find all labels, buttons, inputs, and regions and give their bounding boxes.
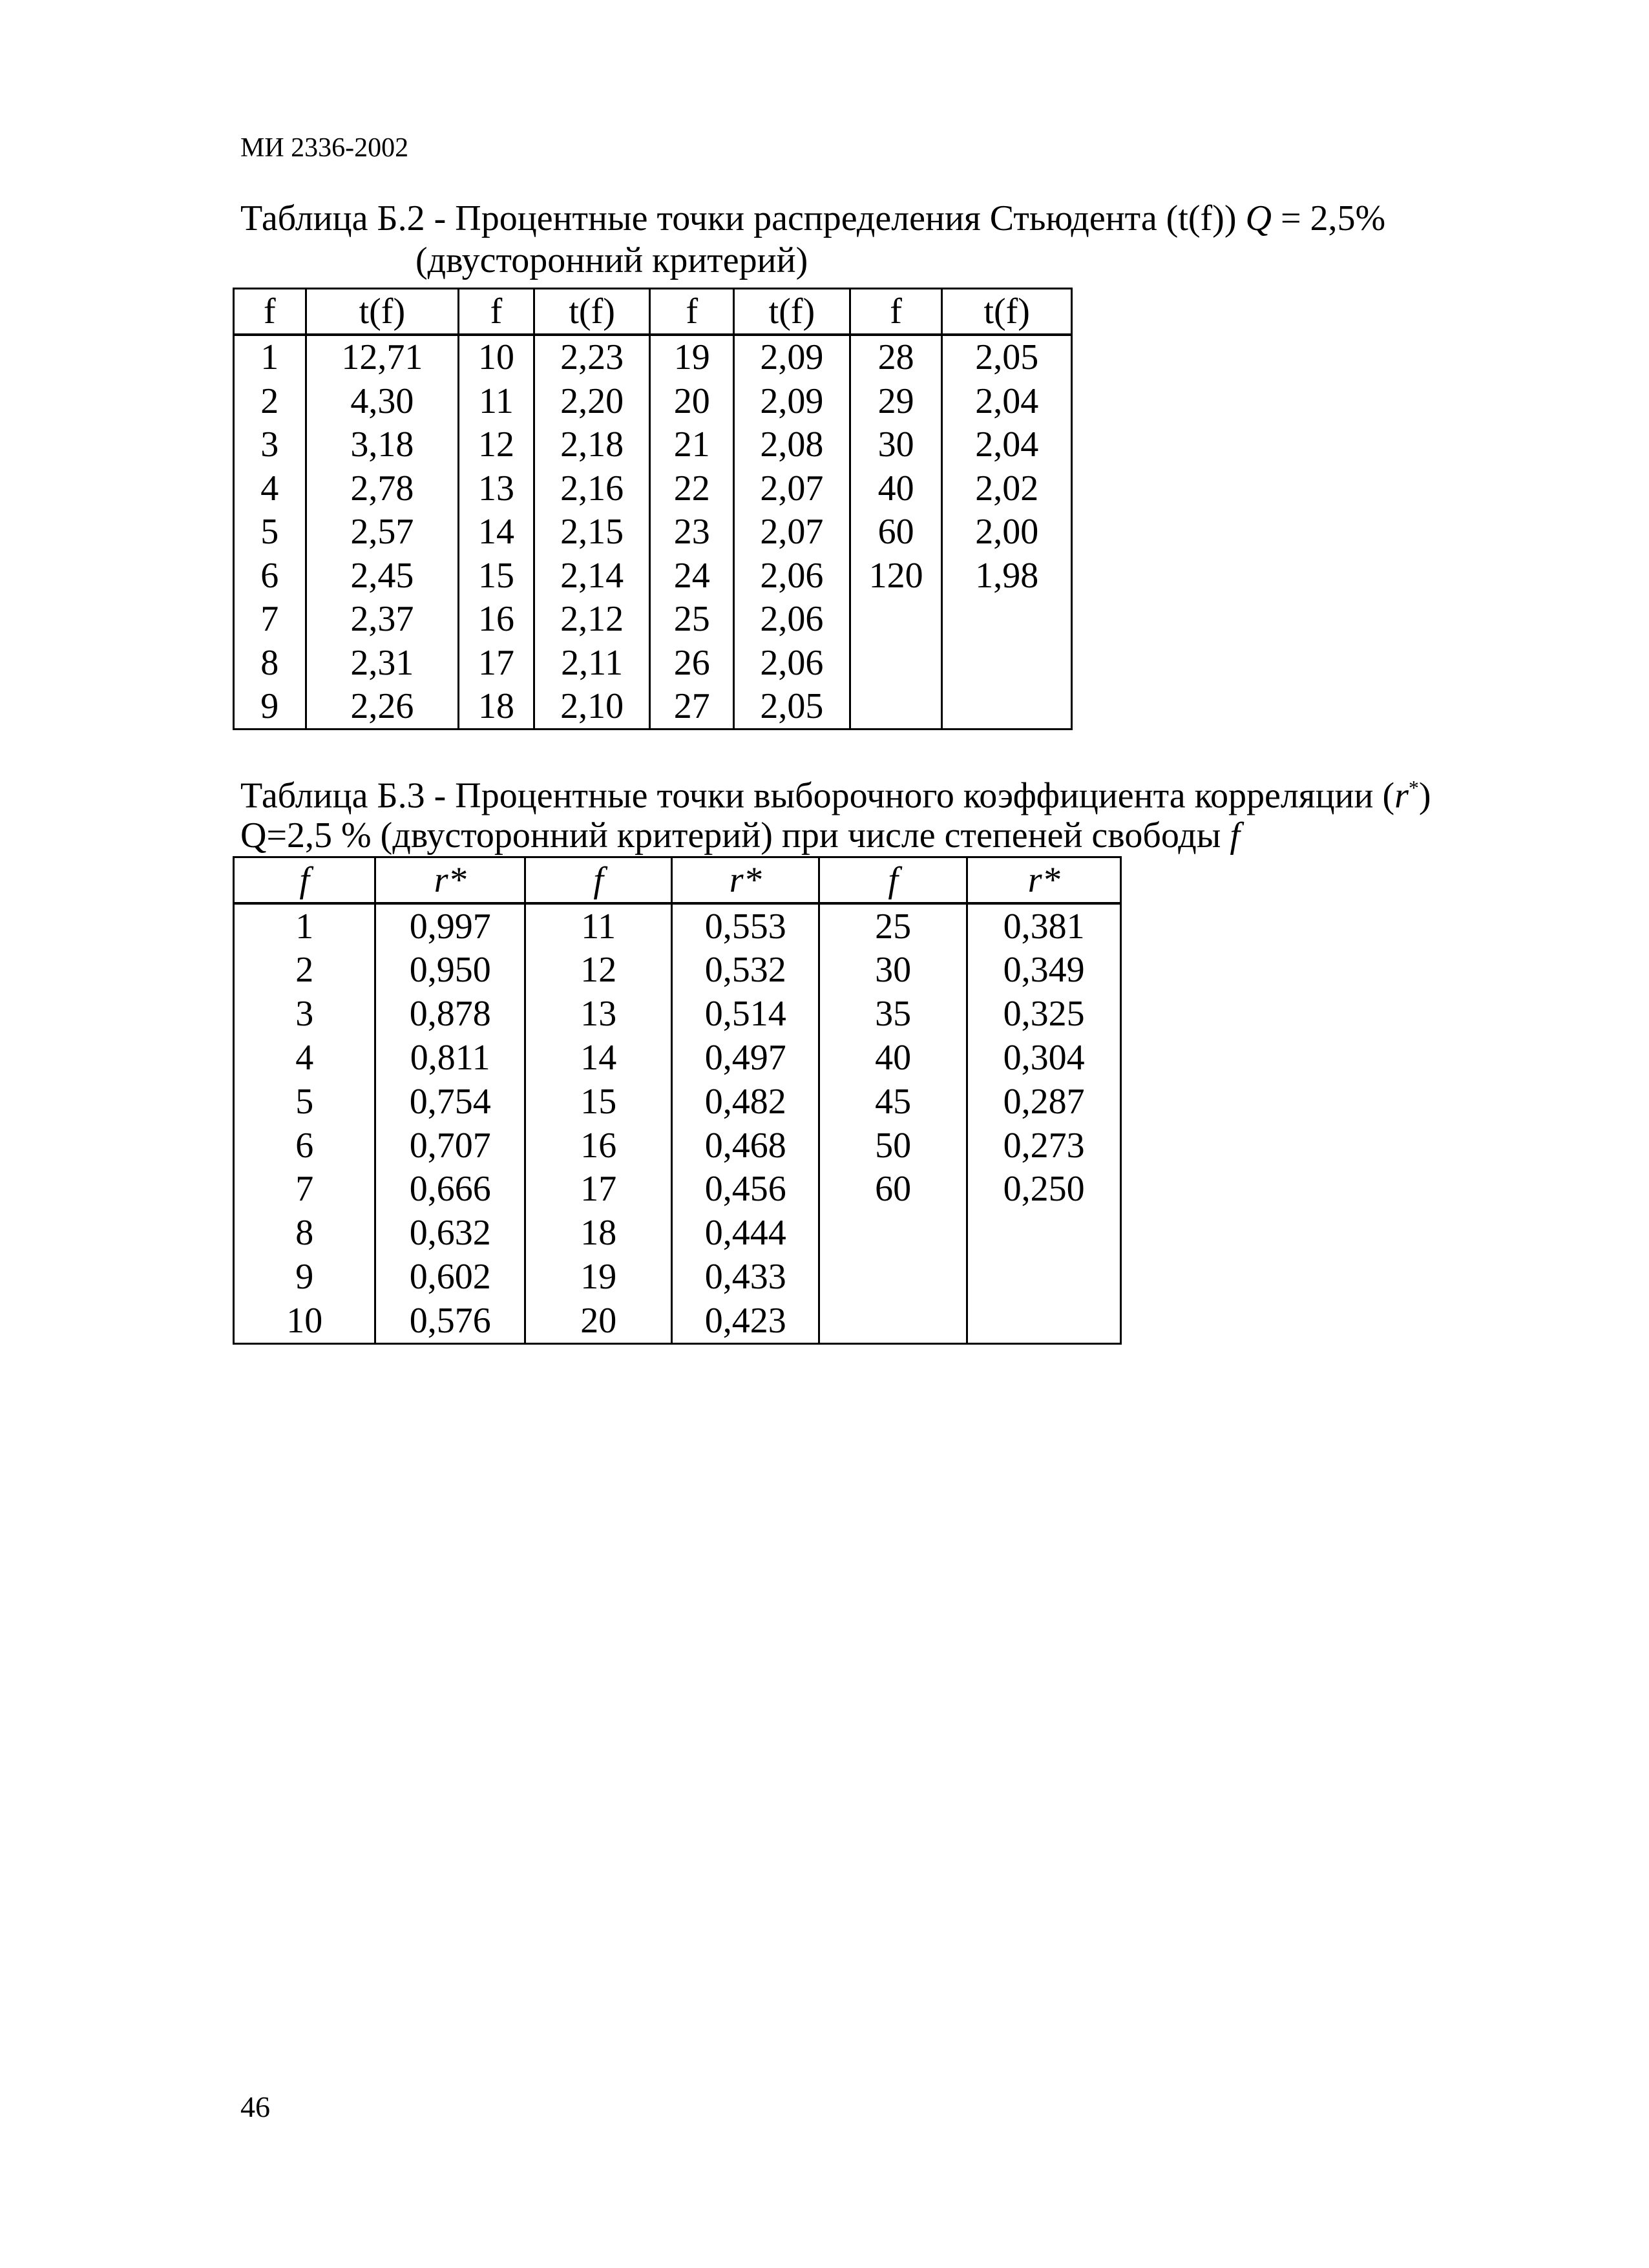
table-b2 bbox=[233, 288, 1073, 730]
table-cell: 0,273 bbox=[967, 1124, 1121, 1168]
table-cell: 9 bbox=[234, 1255, 375, 1299]
table-cell: 25 bbox=[650, 598, 734, 642]
table-cell bbox=[850, 598, 942, 642]
table-cell: 20 bbox=[650, 379, 734, 423]
table-cell: 4,30 bbox=[306, 379, 458, 423]
table-row bbox=[234, 1255, 1121, 1299]
table-cell bbox=[850, 685, 942, 730]
table-cell: 14 bbox=[525, 1036, 672, 1080]
table-cell: 2,08 bbox=[734, 423, 850, 467]
table-cell: 12 bbox=[459, 423, 534, 467]
table-cell bbox=[942, 641, 1072, 685]
table-cell: 9 bbox=[234, 685, 306, 730]
table-cell: 2,11 bbox=[534, 641, 650, 685]
table-row bbox=[234, 335, 1072, 380]
table-row bbox=[234, 641, 1072, 685]
table-row bbox=[234, 423, 1072, 467]
table-b2-caption-line2: (двусторонний критерий) bbox=[415, 240, 808, 280]
table-row bbox=[234, 554, 1072, 598]
table-cell: 2,07 bbox=[734, 510, 850, 554]
table-b3 bbox=[233, 856, 1122, 1345]
table-cell: 2,14 bbox=[534, 554, 650, 598]
table-cell: 120 bbox=[850, 554, 942, 598]
table-cell: 2,00 bbox=[942, 510, 1072, 554]
table-cell: 2,06 bbox=[734, 598, 850, 642]
table-cell: 1 bbox=[234, 903, 375, 949]
table-cell: 7 bbox=[234, 1168, 375, 1212]
table-cell: 2,23 bbox=[534, 335, 650, 380]
r-symbol: r bbox=[1394, 775, 1409, 816]
table-cell: 50 bbox=[819, 1124, 967, 1168]
table-b2-header-cell: t(f) bbox=[534, 289, 650, 335]
table-cell: 11 bbox=[459, 379, 534, 423]
table-cell: 1,98 bbox=[942, 554, 1072, 598]
table-cell bbox=[850, 641, 942, 685]
table-cell: 2 bbox=[234, 949, 375, 992]
table-cell: 0,707 bbox=[375, 1124, 525, 1168]
table-b3-header-cell: f bbox=[819, 857, 967, 903]
f-symbol: f bbox=[1230, 815, 1240, 856]
table-b2-header-cell: f bbox=[850, 289, 942, 335]
table-b3-header-cell: f bbox=[234, 857, 375, 903]
table-cell: 21 bbox=[650, 423, 734, 467]
table-cell: 0,997 bbox=[375, 903, 525, 949]
table-cell: 17 bbox=[525, 1168, 672, 1212]
table-row bbox=[234, 1036, 1121, 1080]
table-cell: 2,45 bbox=[306, 554, 458, 598]
table-cell: 6 bbox=[234, 1124, 375, 1168]
table-cell: 28 bbox=[850, 335, 942, 380]
table-cell: 19 bbox=[650, 335, 734, 380]
table-b2-header-cell: t(f) bbox=[942, 289, 1072, 335]
table-cell: 18 bbox=[459, 685, 534, 730]
table-cell: 8 bbox=[234, 1211, 375, 1255]
table-row bbox=[234, 1124, 1121, 1168]
r-superscript: * bbox=[1408, 776, 1419, 799]
table-row bbox=[234, 903, 1121, 949]
table-row bbox=[234, 992, 1121, 1036]
table-cell: 0,602 bbox=[375, 1255, 525, 1299]
table-cell: 35 bbox=[819, 992, 967, 1036]
table-row bbox=[234, 1211, 1121, 1255]
table-cell: 16 bbox=[459, 598, 534, 642]
table-cell: 19 bbox=[525, 1255, 672, 1299]
table-cell: 2,06 bbox=[734, 641, 850, 685]
table-cell: 2,18 bbox=[534, 423, 650, 467]
table-cell: 0,468 bbox=[672, 1124, 819, 1168]
table-cell: 0,497 bbox=[672, 1036, 819, 1080]
table-cell: 4 bbox=[234, 1036, 375, 1080]
table-cell: 2,16 bbox=[534, 467, 650, 510]
table-cell: 45 bbox=[819, 1080, 967, 1124]
table-b2-header-cell: f bbox=[650, 289, 734, 335]
table-b2-caption-line1 bbox=[240, 200, 1385, 236]
table-row bbox=[234, 1168, 1121, 1212]
q-symbol: Q bbox=[1245, 198, 1272, 238]
table-cell: 0,576 bbox=[375, 1299, 525, 1343]
table-cell: 17 bbox=[459, 641, 534, 685]
table-cell: 5 bbox=[234, 1080, 375, 1124]
table-cell: 2,57 bbox=[306, 510, 458, 554]
table-cell: 0,304 bbox=[967, 1036, 1121, 1080]
table-b3-header-row bbox=[234, 857, 1121, 903]
table-b2-header-row bbox=[234, 289, 1072, 335]
table-b2-header-cell: f bbox=[459, 289, 534, 335]
table-cell: 2,09 bbox=[734, 335, 850, 380]
table-cell: 0,878 bbox=[375, 992, 525, 1036]
table-b3-header-cell: r* bbox=[672, 857, 819, 903]
page-number: 46 bbox=[240, 2090, 270, 2123]
table-cell: 30 bbox=[850, 423, 942, 467]
table-cell: 2,12 bbox=[534, 598, 650, 642]
table-cell: 40 bbox=[850, 467, 942, 510]
table-b3-caption-line2 bbox=[240, 817, 1240, 854]
table-cell: 0,754 bbox=[375, 1080, 525, 1124]
table-cell bbox=[967, 1211, 1121, 1255]
table-cell: 12,71 bbox=[306, 335, 458, 380]
table-cell: 8 bbox=[234, 641, 306, 685]
table-cell: 7 bbox=[234, 598, 306, 642]
table-b3-caption-line1 bbox=[240, 777, 1431, 814]
table-cell: 2,15 bbox=[534, 510, 650, 554]
table-cell: 18 bbox=[525, 1211, 672, 1255]
table-cell: 0,514 bbox=[672, 992, 819, 1036]
table-cell: 40 bbox=[819, 1036, 967, 1080]
table-cell: 0,811 bbox=[375, 1036, 525, 1080]
table-cell: 2,26 bbox=[306, 685, 458, 730]
table-cell: 29 bbox=[850, 379, 942, 423]
table-cell: 26 bbox=[650, 641, 734, 685]
table-cell: 30 bbox=[819, 949, 967, 992]
table-cell: 6 bbox=[234, 554, 306, 598]
table-cell bbox=[967, 1255, 1121, 1299]
table-b3-header-cell: f bbox=[525, 857, 672, 903]
table-cell: 10 bbox=[459, 335, 534, 380]
table-cell: 11 bbox=[525, 903, 672, 949]
table-cell: 14 bbox=[459, 510, 534, 554]
table-cell: 0,666 bbox=[375, 1168, 525, 1212]
table-cell: 2,07 bbox=[734, 467, 850, 510]
table-cell: 0,433 bbox=[672, 1255, 819, 1299]
table-cell bbox=[819, 1211, 967, 1255]
table-row bbox=[234, 598, 1072, 642]
table-cell: 0,950 bbox=[375, 949, 525, 992]
table-cell: 2,10 bbox=[534, 685, 650, 730]
table-cell: 20 bbox=[525, 1299, 672, 1343]
table-cell: 0,423 bbox=[672, 1299, 819, 1343]
table-b3-caption-prefix: Таблица Б.3 - Процентные точки выборочного коэффициента корреляции ( bbox=[240, 775, 1395, 816]
table-cell: 3,18 bbox=[306, 423, 458, 467]
table-cell: 3 bbox=[234, 423, 306, 467]
q-value: = 2,5% bbox=[1271, 198, 1386, 238]
table-cell: 2,04 bbox=[942, 423, 1072, 467]
table-b3-body bbox=[234, 903, 1121, 1343]
table-b2-header-cell: t(f) bbox=[306, 289, 458, 335]
table-cell: 27 bbox=[650, 685, 734, 730]
table-cell: 24 bbox=[650, 554, 734, 598]
table-cell: 2 bbox=[234, 379, 306, 423]
table-cell: 2,05 bbox=[942, 335, 1072, 380]
table-cell: 0,381 bbox=[967, 903, 1121, 949]
table-b3-header-cell: r* bbox=[967, 857, 1121, 903]
table-cell: 0,325 bbox=[967, 992, 1121, 1036]
table-row bbox=[234, 1080, 1121, 1124]
table-row bbox=[234, 510, 1072, 554]
table-cell: 0,250 bbox=[967, 1168, 1121, 1212]
table-cell: 2,09 bbox=[734, 379, 850, 423]
table-cell: 0,456 bbox=[672, 1168, 819, 1212]
table-cell bbox=[967, 1299, 1121, 1343]
table-cell: 1 bbox=[234, 335, 306, 380]
table-cell: 3 bbox=[234, 992, 375, 1036]
table-cell bbox=[942, 685, 1072, 730]
table-cell: 2,06 bbox=[734, 554, 850, 598]
table-b2-body bbox=[234, 335, 1072, 730]
table-row bbox=[234, 1299, 1121, 1343]
table-b2-header-cell: f bbox=[234, 289, 306, 335]
table-cell: 0,532 bbox=[672, 949, 819, 992]
table-cell: 12 bbox=[525, 949, 672, 992]
table-cell: 13 bbox=[459, 467, 534, 510]
table-cell: 60 bbox=[819, 1168, 967, 1212]
table-cell: 0,349 bbox=[967, 949, 1121, 992]
table-cell: 0,287 bbox=[967, 1080, 1121, 1124]
table-cell: 25 bbox=[819, 903, 967, 949]
table-cell: 0,632 bbox=[375, 1211, 525, 1255]
table-row bbox=[234, 685, 1072, 730]
table-cell: 2,04 bbox=[942, 379, 1072, 423]
table-cell: 15 bbox=[525, 1080, 672, 1124]
table-b3-caption-suffix: ) bbox=[1418, 775, 1431, 816]
document-code: МИ 2336-2002 bbox=[240, 133, 409, 163]
table-b2-caption-prefix: Таблица Б.2 - Процентные точки распределения Стьюдента (t(f)) bbox=[240, 198, 1246, 238]
table-cell: 0,444 bbox=[672, 1211, 819, 1255]
table-b3-header-cell: r* bbox=[375, 857, 525, 903]
table-cell: 13 bbox=[525, 992, 672, 1036]
table-cell: 22 bbox=[650, 467, 734, 510]
table-cell: 23 bbox=[650, 510, 734, 554]
table-cell: 16 bbox=[525, 1124, 672, 1168]
table-cell bbox=[819, 1299, 967, 1343]
table-cell bbox=[942, 598, 1072, 642]
table-cell bbox=[819, 1255, 967, 1299]
table-cell: 2,20 bbox=[534, 379, 650, 423]
table-cell: 2,05 bbox=[734, 685, 850, 730]
table-cell: 10 bbox=[234, 1299, 375, 1343]
table-b2-header-cell: t(f) bbox=[734, 289, 850, 335]
table-b3-caption-line2-prefix: Q=2,5 % (двусторонний критерий) при числе степеней свободы bbox=[240, 815, 1230, 856]
table-row bbox=[234, 379, 1072, 423]
table-row bbox=[234, 949, 1121, 992]
table-cell: 15 bbox=[459, 554, 534, 598]
table-cell: 0,553 bbox=[672, 903, 819, 949]
table-cell: 2,02 bbox=[942, 467, 1072, 510]
table-cell: 2,37 bbox=[306, 598, 458, 642]
table-row bbox=[234, 467, 1072, 510]
table-cell: 2,31 bbox=[306, 641, 458, 685]
table-cell: 5 bbox=[234, 510, 306, 554]
table-cell: 0,482 bbox=[672, 1080, 819, 1124]
table-cell: 4 bbox=[234, 467, 306, 510]
table-cell: 2,78 bbox=[306, 467, 458, 510]
table-cell: 60 bbox=[850, 510, 942, 554]
